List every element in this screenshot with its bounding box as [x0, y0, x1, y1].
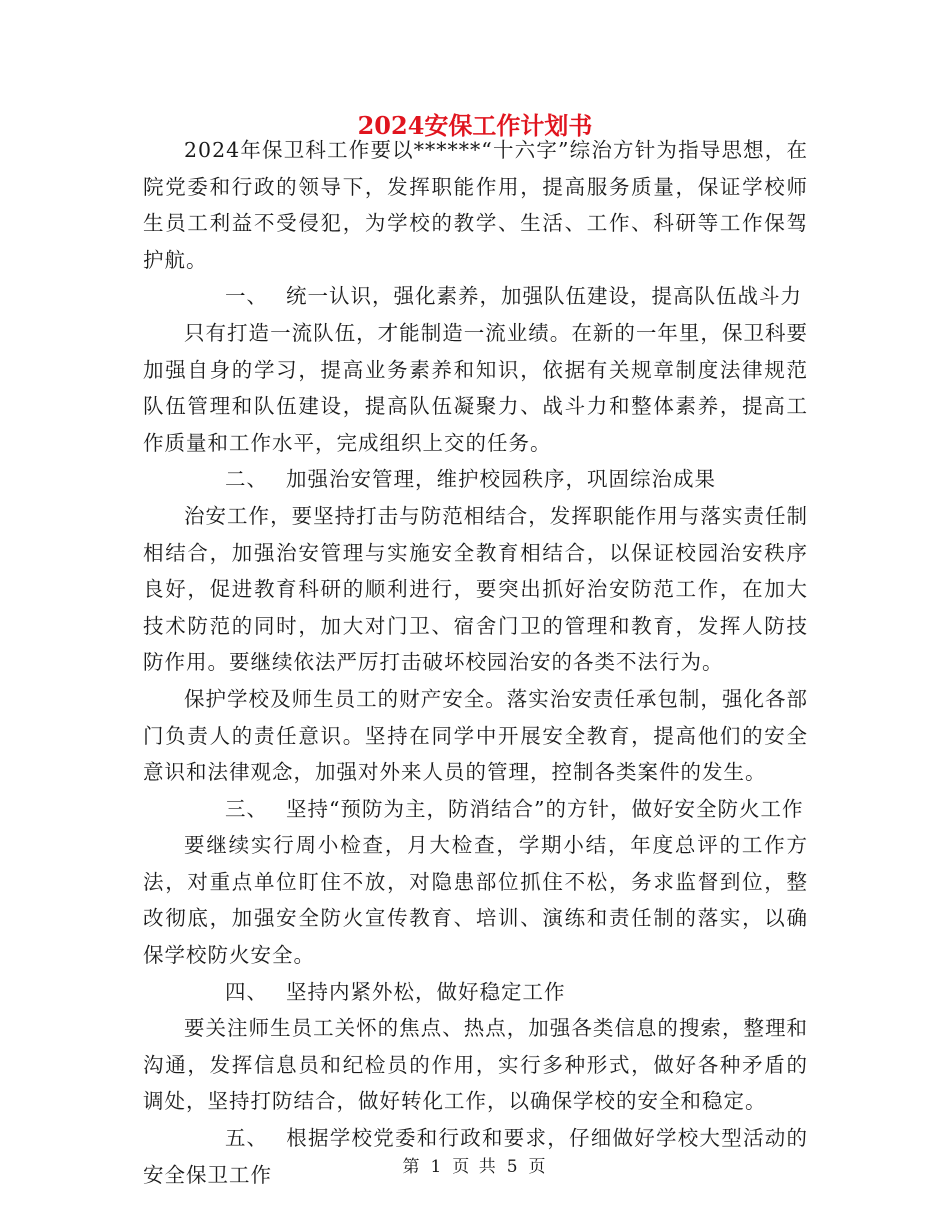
document-body [143, 132, 808, 1193]
section-number: 五、 [225, 1126, 268, 1151]
intro-paragraph: 2024年保卫科工作要以******“十六字”综治方针为指导思想，在院党委和行政的领导下，发挥职能作用，提高服务质量，保证学校师生员工利益不受侵犯，为学校的教学、生活、工作、科研等工作保驾护航。 [143, 138, 808, 272]
section-number: 一、 [225, 284, 268, 309]
document-title: 2024安保工作计划书 [357, 111, 593, 140]
section-4-paragraph-1: 要关注师生员工关怀的焦点、热点，加强各类信息的搜索，整理和沟通，发挥信息员和纪检员的作用，实行多种形式，做好各种矛盾的调处，坚持打防结合，做好转化工作，以确保学校的安全和稳定。 [143, 1016, 808, 1114]
footer-middle: 页 共 [452, 1157, 498, 1177]
section-number: 二、 [225, 467, 268, 492]
section-heading-4 [143, 974, 808, 1011]
section-2-paragraph-1: 治安工作，要坚持打击与防范相结合，发挥职能作用与落实责任制相结合，加强治安管理与实施安全教育相结合，以保证校园治安秩序良好，促进教育科研的顺利进行，要突出抓好治安防范工作，在加大技术防范的同时，加大对门卫、宿舍门卫的管理和教育，发挥人防技防作用。要继续依法严厉打击破坏校园治安的各类不法行为。 [143, 503, 808, 675]
section-number: 三、 [225, 796, 268, 821]
footer-page-number: 1 [430, 1157, 444, 1177]
section-2-paragraph-2: 保护学校及师生员工的财产安全。落实治安责任承包制，强化各部门负责人的责任意识。坚持在同学中开展安全教育，提高他们的安全意识和法律观念，加强对外来人员的管理，控制各类案件的发生。 [143, 686, 808, 785]
footer-suffix: 页 [528, 1157, 548, 1177]
page-footer [0, 1152, 950, 1177]
section-number: 四、 [225, 979, 268, 1004]
section-heading-text: 坚持内紧外松，做好稳定工作 [286, 979, 566, 1004]
section-heading-2 [143, 461, 808, 498]
section-heading-text: 根据学校党委和行政和要求，仔细做好学校大型活动的安全保卫工作 [143, 1126, 808, 1187]
footer-total-pages: 5 [506, 1157, 520, 1177]
section-heading-1 [143, 278, 808, 315]
section-heading-text: 加强治安管理，维护校园秩序，巩固综治成果 [286, 467, 716, 492]
section-heading-text: 坚持“预防为主，防消结合”的方针，做好安全防火工作 [286, 796, 804, 821]
footer-prefix: 第 [402, 1157, 422, 1177]
section-3-paragraph-1: 要继续实行周小检查，月大检查，学期小结，年度总评的工作方法，对重点单位盯住不放，对隐患部位抓住不松，务求监督到位，整改彻底，加强安全防火宣传教育、培训、演练和责任制的落实，以确保学校防火安全。 [143, 833, 808, 968]
section-1-paragraph-1: 只有打造一流队伍，才能制造一流业绩。在新的一年里，保卫科要加强自身的学习，提高业务素养和知识，依据有关规章制度法律规范队伍管理和队伍建设，提高队伍凝聚力、战斗力和整体素养，提高工作质量和工作水平，完成组织上交的任务。 [143, 320, 808, 455]
section-heading-3 [143, 791, 808, 828]
section-heading-text: 统一认识，强化素养，加强队伍建设，提高队伍战斗力 [286, 284, 802, 309]
